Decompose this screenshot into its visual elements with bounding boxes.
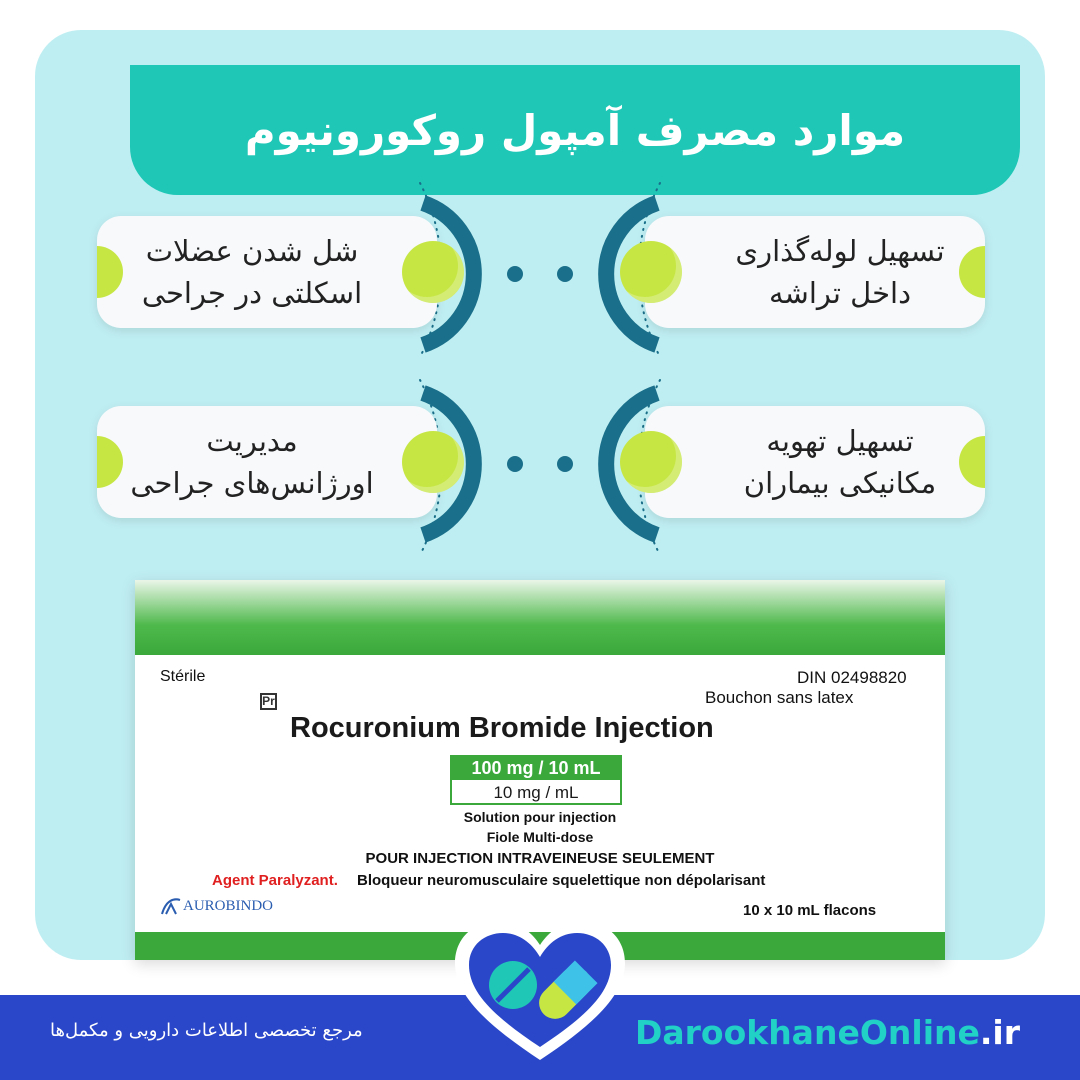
footer-tagline: مرجع تخصصی اطلاعات دارویی و مکمل‌ها [50,1020,363,1041]
count-label: 10 x 10 mL flacons [743,902,877,919]
sterile-label: Stérile [160,668,206,685]
solution-label: Solution pour injection [463,809,617,825]
card-muscle-relaxation [97,216,437,328]
card-text [715,406,965,518]
card-text [127,406,377,518]
card-line-2: اورژانس‌های جراحی [130,466,374,500]
page-title: موارد مصرف آمپول روکورونیوم [244,105,906,155]
package-top-band [135,580,945,655]
dose-total: 100 mg / 10 mL [452,757,620,780]
lime-circle-icon [402,241,464,303]
site-name: DarookhaneOnline [634,1013,980,1052]
lime-circle-icon [620,431,682,493]
card-line-2: اسکلتی در جراحی [141,276,363,310]
heart-pill-logo-icon [447,915,633,1065]
route-label: POUR INJECTION INTRAVEINEUSE SEULEMENT [365,850,715,867]
product-name: Rocuronium Bromide Injection [290,712,714,744]
card-line-2: مکانیکی بیماران [743,466,937,500]
site-tld: .ir [979,1013,1020,1052]
lime-edge-icon [97,246,123,298]
card-emergency [97,406,437,518]
card-ventilation [645,406,985,518]
card-line-1: تسهیل تهویه [766,424,914,458]
card-text [715,216,965,328]
agent-description: Bloqueur neuromusculaire squelettique non dépolarisant [357,872,766,889]
card-line-2: داخل تراشه [768,276,912,310]
pr-mark-icon: Pr [260,693,277,710]
lime-edge-icon [97,436,123,488]
card-line-1: تسهیل لوله‌گذاری [735,234,945,268]
lime-circle-icon [620,241,682,303]
product-package [135,580,945,960]
maker-label: AUROBINDO [183,898,273,914]
footer-site-link[interactable] [635,1013,1020,1052]
card-line-1: مدیریت [206,424,298,458]
fiole-label: Fiole Multi-dose [486,829,594,845]
card-text [127,216,377,328]
card-line-1: شل شدن عضلات [145,234,359,268]
card-intubation [645,216,985,328]
lime-circle-icon [402,431,464,493]
agent-label: Agent Paralyzant. [212,872,338,889]
center-arcs-icon [395,175,685,565]
aurobindo-logo-icon [160,896,182,916]
latex-label: Bouchon sans latex [705,688,854,707]
din-label: DIN 02498820 [797,668,907,687]
dose-concentration: 10 mg / mL [493,783,579,802]
dose-box [450,755,622,805]
